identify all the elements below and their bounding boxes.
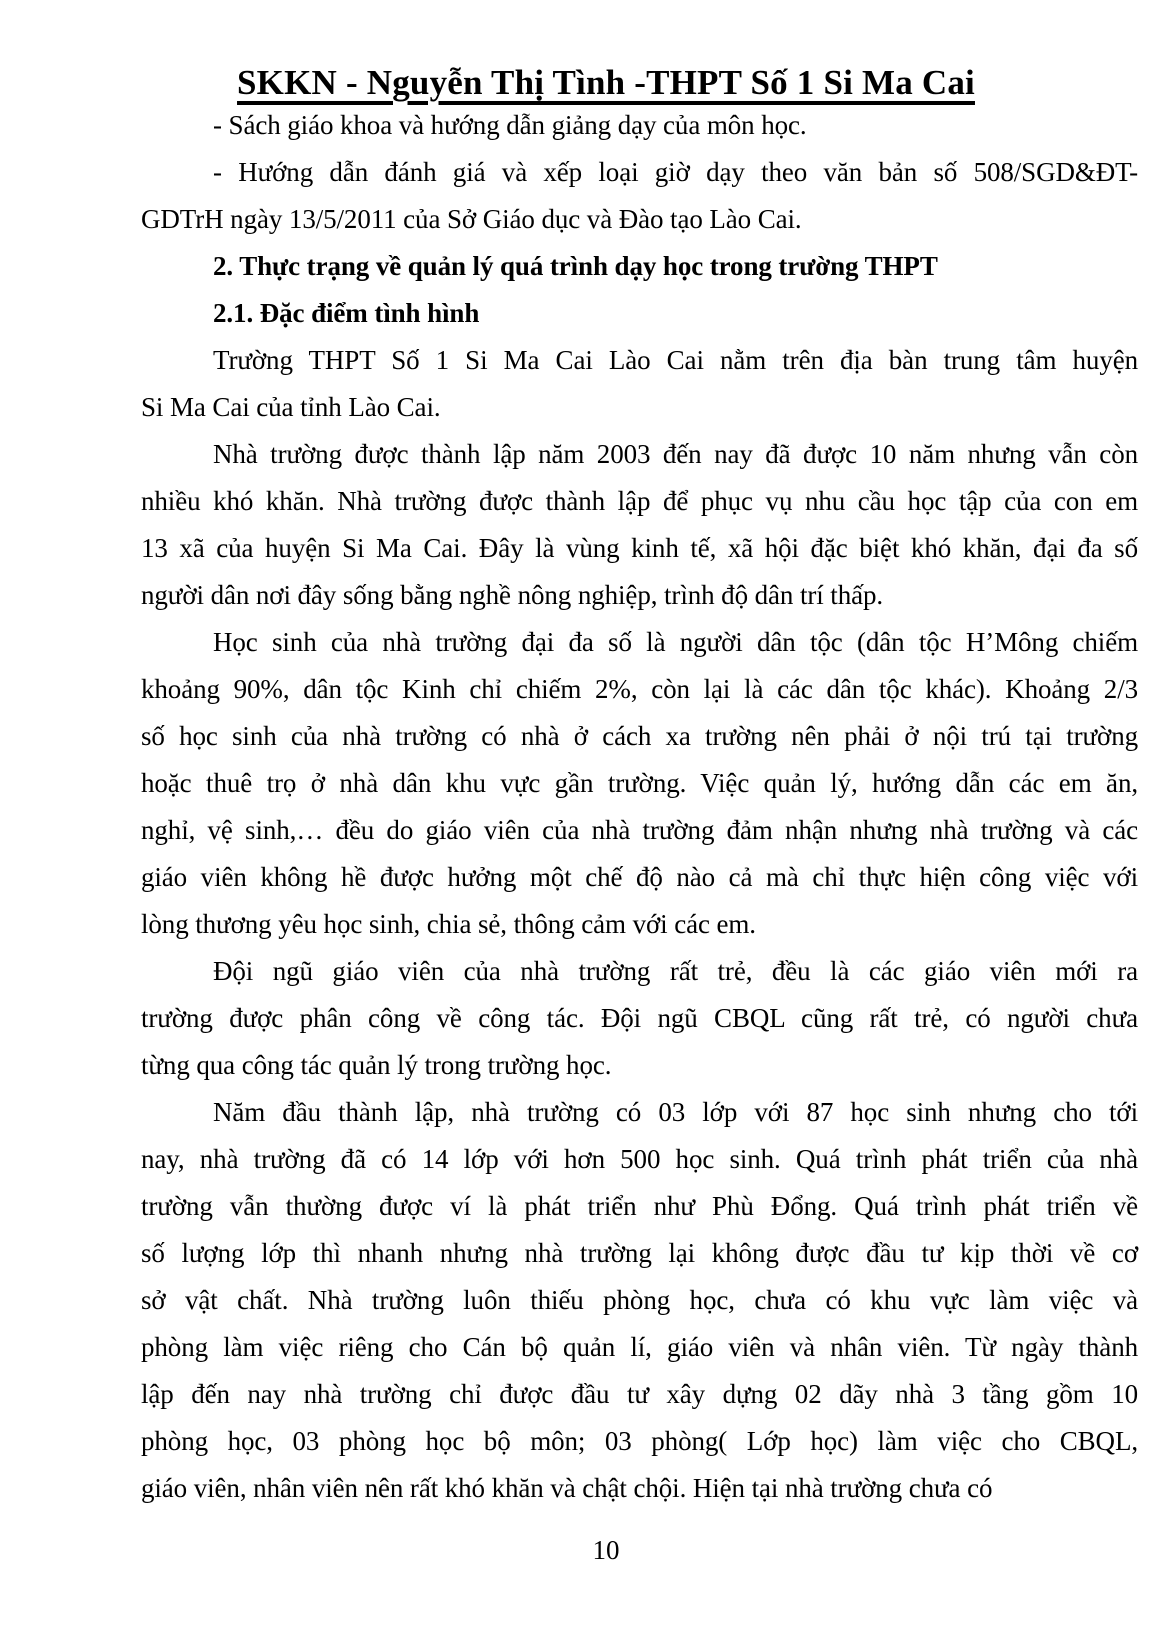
paragraph-line: Đội ngũ giáo viên của nhà trường rất trẻ, đều là các giáo viên mới ra [213, 956, 1138, 986]
paragraph-line: - Sách giáo khoa và hướng dẫn giảng dạy của môn học. [213, 110, 807, 140]
section-heading [141, 290, 1138, 337]
paragraph-line: giáo viên, nhân viên nên rất khó khăn và chật chội. Hiện tại nhà trường chưa có [141, 1473, 993, 1503]
paragraph-line: trường vẫn thường được ví là phát triển như Phù Đổng. Quá trình phát triển về [141, 1191, 1138, 1221]
paragraph-line: sở vật chất. Nhà trường luôn thiếu phòng học, chưa có khu vực làm việc và [141, 1285, 1138, 1315]
paragraph-line: - Hướng dẫn đánh giá và xếp loại giờ dạy theo văn bản số 508/SGD&ĐT- [213, 157, 1138, 187]
heading-line: 2. Thực trạng về quản lý quá trình dạy học trong trường THPT [213, 251, 938, 281]
paragraph-line: từng qua công tác quản lý trong trường học. [141, 1050, 612, 1080]
paragraph [141, 102, 1138, 149]
paragraph-line: lòng thương yêu học sinh, chia sẻ, thông cảm với các em. [141, 909, 756, 939]
paragraph-line: Nhà trường được thành lập năm 2003 đến nay đã được 10 năm nhưng vẫn còn [213, 439, 1138, 469]
paragraph-line: nay, nhà trường đã có 14 lớp với hơn 500 học sinh. Quá trình phát triển của nhà [141, 1144, 1138, 1174]
paragraph-line: Năm đầu thành lập, nhà trường có 03 lớp với 87 học sinh nhưng cho tới [213, 1097, 1138, 1127]
paragraph-line: nhiều khó khăn. Nhà trường được thành lập để phục vụ nhu cầu học tập của con em [141, 486, 1138, 516]
paragraph [141, 431, 1138, 619]
paragraph-line: nghỉ, vệ sinh,… đều do giáo viên của nhà trường đảm nhận nhưng nhà trường và các [141, 815, 1138, 845]
paragraph-line: Si Ma Cai của tỉnh Lào Cai. [141, 392, 441, 422]
page-number: 10 [592, 1535, 620, 1565]
paragraph-line: hoặc thuê trọ ở nhà dân khu vực gần trường. Việc quản lý, hướng dẫn các em ăn, [141, 768, 1138, 798]
document-body [141, 102, 1138, 1512]
paragraph-line: người dân nơi đây sống bằng nghề nông nghiệp, trình độ dân trí thấp. [141, 580, 884, 610]
paragraph-line: phòng làm việc riêng cho Cán bộ quản lí, giáo viên và nhân viên. Từ ngày thành [141, 1332, 1138, 1362]
paragraph-line: 13 xã của huyện Si Ma Cai. Đây là vùng kinh tế, xã hội đặc biệt khó khăn, đại đa số [141, 533, 1138, 563]
paragraph-line: Học sinh của nhà trường đại đa số là người dân tộc (dân tộc H’Mông chiếm [213, 627, 1138, 657]
paragraph [141, 337, 1138, 431]
paragraph-line: lập đến nay nhà trường chỉ được đầu tư xây dựng 02 dãy nhà 3 tầng gồm 10 [141, 1379, 1138, 1409]
paragraph-line: GDTrH ngày 13/5/2011 của Sở Giáo dục và Đào tạo Lào Cai. [141, 204, 802, 234]
paragraph-line: khoảng 90%, dân tộc Kinh chỉ chiếm 2%, còn lại là các dân tộc khác). Khoảng 2/3 [141, 674, 1138, 704]
paragraph-line: phòng học, 03 phòng học bộ môn; 03 phòng( Lớp học) làm việc cho CBQL, [141, 1426, 1138, 1456]
paragraph [141, 619, 1138, 948]
paragraph-line: số lượng lớp thì nhanh nhưng nhà trường lại không được đầu tư kịp thời về cơ [141, 1238, 1138, 1268]
paragraph-line: Trường THPT Số 1 Si Ma Cai Lào Cai nằm trên địa bàn trung tâm huyện [213, 345, 1138, 375]
paragraph [141, 1089, 1138, 1512]
paragraph-line: số học sinh của nhà trường có nhà ở cách xa trường nên phải ở nội trú tại trường [141, 721, 1138, 751]
document-header-title: SKKN - Nguyễn Thị Tình -THPT Số 1 Si Ma Cai [237, 63, 975, 102]
heading-line: 2.1. Đặc điểm tình hình [213, 298, 480, 328]
section-heading [141, 243, 1138, 290]
paragraph-line: trường được phân công về công tác. Đội ngũ CBQL cũng rất trẻ, có người chưa [141, 1003, 1138, 1033]
paragraph-line: giáo viên không hề được hưởng một chế độ nào cả mà chỉ thực hiện công việc với [141, 862, 1138, 892]
paragraph [141, 948, 1138, 1089]
paragraph [141, 149, 1138, 243]
